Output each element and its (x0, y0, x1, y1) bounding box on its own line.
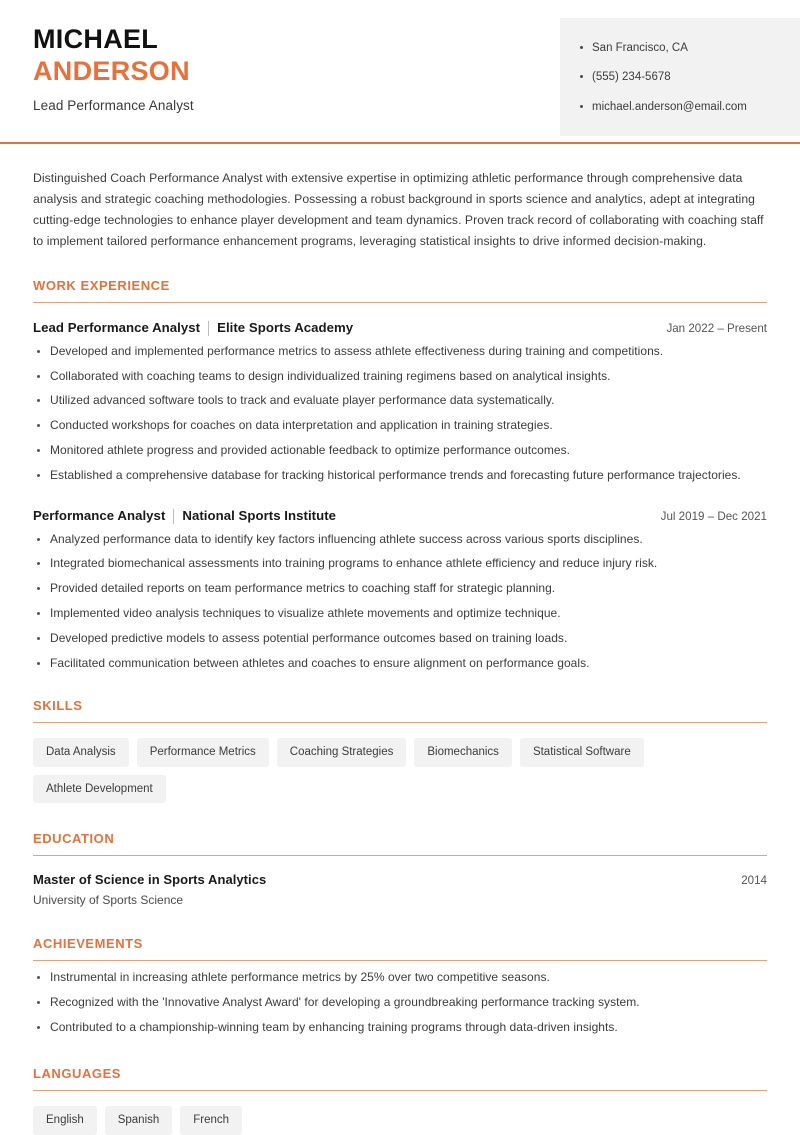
bullet-dot-icon (37, 612, 40, 615)
list-item (33, 392, 767, 409)
language-chip: Spanish (105, 1106, 173, 1134)
contact-email-text: michael.anderson@email.com (592, 100, 747, 113)
experience-company: National Sports Institute (182, 507, 337, 523)
vertical-separator-icon (173, 509, 174, 524)
vertical-separator-icon (208, 321, 209, 336)
experience-dates: Jul 2019 – Dec 2021 (660, 509, 767, 523)
bullet-dot-icon (37, 662, 40, 665)
experience-bullet-list (33, 531, 767, 673)
education-degree: Master of Science in Sports Analytics (33, 872, 267, 888)
bullet-dot-icon (37, 538, 40, 541)
experience-entry-header (33, 320, 767, 335)
header-job-title: Lead Performance Analyst (33, 97, 194, 113)
list-item-text: Developed and implemented performance metrics to assess athlete effectiveness during training and competitions. (50, 343, 664, 358)
bullet-dot-icon (37, 1001, 40, 1004)
experience-job-title: Lead Performance Analyst (33, 319, 201, 335)
skill-chip: Biomechanics (414, 738, 512, 766)
list-item (33, 994, 767, 1011)
section-divider (33, 1090, 767, 1091)
bullet-dot-icon (37, 587, 40, 590)
bullet-dot-icon (37, 399, 40, 402)
languages-chip-list (33, 1106, 767, 1134)
contact-location-text: San Francisco, CA (592, 42, 688, 54)
list-item (33, 1019, 767, 1036)
skills-chip-list (33, 738, 767, 803)
experience-company: Elite Sports Academy (217, 319, 354, 335)
section-heading-languages: LANGUAGES (33, 1066, 122, 1082)
experience-title-company (33, 508, 336, 523)
list-item (33, 368, 767, 385)
list-item (33, 655, 767, 672)
contact-phone[interactable] (578, 69, 784, 86)
list-item (33, 630, 767, 647)
skill-chip: Athlete Development (33, 775, 166, 803)
section-skills (33, 698, 767, 803)
skill-chip: Data Analysis (33, 738, 129, 766)
experience-job-title: Performance Analyst (33, 507, 166, 523)
contact-phone-text: (555) 234-5678 (592, 71, 671, 84)
list-item (33, 605, 767, 622)
bullet-dot-icon (37, 474, 40, 477)
bullet-dot-icon (580, 75, 583, 78)
list-item (33, 580, 767, 597)
experience-entry (33, 320, 767, 485)
list-item-text: Conducted workshops for coaches on data interpretation and application in training strategies. (50, 418, 553, 433)
list-item-text: Collaborated with coaching teams to design individualized training regimens based on analytical insights. (50, 368, 611, 383)
section-education (33, 831, 767, 907)
section-achievements (33, 936, 767, 1036)
list-item-text: Developed predictive models to assess potential performance outcomes based on training loads. (50, 631, 568, 646)
bullet-dot-icon (580, 46, 583, 49)
list-item-text: Provided detailed reports on team performance metrics to coaching staff for strategic planning. (50, 581, 556, 596)
header-identity (0, 0, 560, 113)
section-work-experience (33, 278, 767, 673)
first-name: MICHAEL (33, 24, 159, 54)
language-chip: French (180, 1106, 242, 1134)
list-item (33, 467, 767, 484)
professional-summary: Distinguished Coach Performance Analyst with extensive expertise in optimizing athletic performance through comprehensive data analysis and strategic coaching methodologies. Possessing a robust background in sports science and analytics, adept at integrating cutting-edge technologies to enhance player development and team dynamics. Proven track record of collaborating with coaching staff to implement tailored performance enhancement programs, leveraging statistical insights to drive informed decision-making. (33, 170, 764, 248)
list-item (33, 343, 767, 360)
list-item (33, 442, 767, 459)
skill-chip: Coaching Strategies (277, 738, 407, 766)
language-chip: English (33, 1106, 97, 1134)
skill-chip: Statistical Software (520, 738, 644, 766)
list-item (33, 417, 767, 434)
section-heading-achievements: ACHIEVEMENTS (33, 936, 143, 952)
list-item-text: Utilized advanced software tools to track and evaluate player performance data systematically. (50, 393, 555, 408)
experience-dates: Jan 2022 – Present (666, 321, 767, 335)
bullet-dot-icon (37, 976, 40, 979)
list-item-text: Analyzed performance data to identify key factors influencing athlete success across various sports disciplines. (50, 531, 643, 546)
list-item-text: Established a comprehensive database for tracking historical performance trends and forecasting future performance trajectories. (50, 468, 741, 483)
header-divider (0, 142, 800, 144)
section-heading-skills: SKILLS (33, 698, 83, 714)
experience-title-company (33, 320, 353, 335)
section-divider (33, 722, 767, 723)
contact-location[interactable] (578, 40, 784, 57)
education-entry (33, 872, 767, 907)
bullet-dot-icon (37, 637, 40, 640)
list-item (33, 531, 767, 548)
experience-entry-header (33, 508, 767, 523)
list-item-text: Integrated biomechanical assessments into training programs to enhance athlete efficiency and reduce injury risk. (50, 556, 658, 571)
section-divider (33, 855, 767, 856)
last-name: ANDERSON (33, 55, 190, 86)
experience-bullet-list (33, 343, 767, 485)
resume-content (0, 168, 800, 1135)
section-heading-work-experience: WORK EXPERIENCE (33, 277, 170, 293)
section-languages (33, 1066, 767, 1134)
education-school: University of Sports Science (33, 893, 184, 908)
list-item (33, 969, 767, 986)
achievements-bullet-list (33, 969, 767, 1036)
resume-header (0, 0, 800, 136)
bullet-dot-icon (580, 105, 583, 108)
contact-email[interactable] (578, 99, 784, 116)
list-item-text: Monitored athlete progress and provided actionable feedback to optimize performance outcomes. (50, 443, 571, 458)
education-year: 2014 (741, 874, 767, 888)
section-divider (33, 302, 767, 303)
list-item-text: Implemented video analysis techniques to visualize athlete movements and optimize technique. (50, 606, 561, 621)
list-item-text: Instrumental in increasing athlete performance metrics by 25% over two competitive seasons. (50, 970, 550, 985)
list-item (33, 555, 767, 572)
experience-entry (33, 508, 767, 673)
bullet-dot-icon (37, 449, 40, 452)
education-entry-header (33, 872, 767, 887)
bullet-dot-icon (37, 375, 40, 378)
bullet-dot-icon (37, 1026, 40, 1029)
list-item-text: Facilitated communication between athletes and coaches to ensure alignment on performance goals. (50, 655, 590, 670)
section-heading-education: EDUCATION (33, 831, 115, 847)
list-item-text: Recognized with the 'Innovative Analyst Award' for developing a groundbreaking performance tracking system. (50, 995, 640, 1010)
skill-chip: Performance Metrics (137, 738, 269, 766)
section-divider (33, 960, 767, 961)
list-item-text: Contributed to a championship-winning team by enhancing training programs through data-driven insights. (50, 1019, 618, 1034)
contact-info-box (560, 18, 800, 136)
bullet-dot-icon (37, 424, 40, 427)
bullet-dot-icon (37, 562, 40, 565)
bullet-dot-icon (37, 350, 40, 353)
